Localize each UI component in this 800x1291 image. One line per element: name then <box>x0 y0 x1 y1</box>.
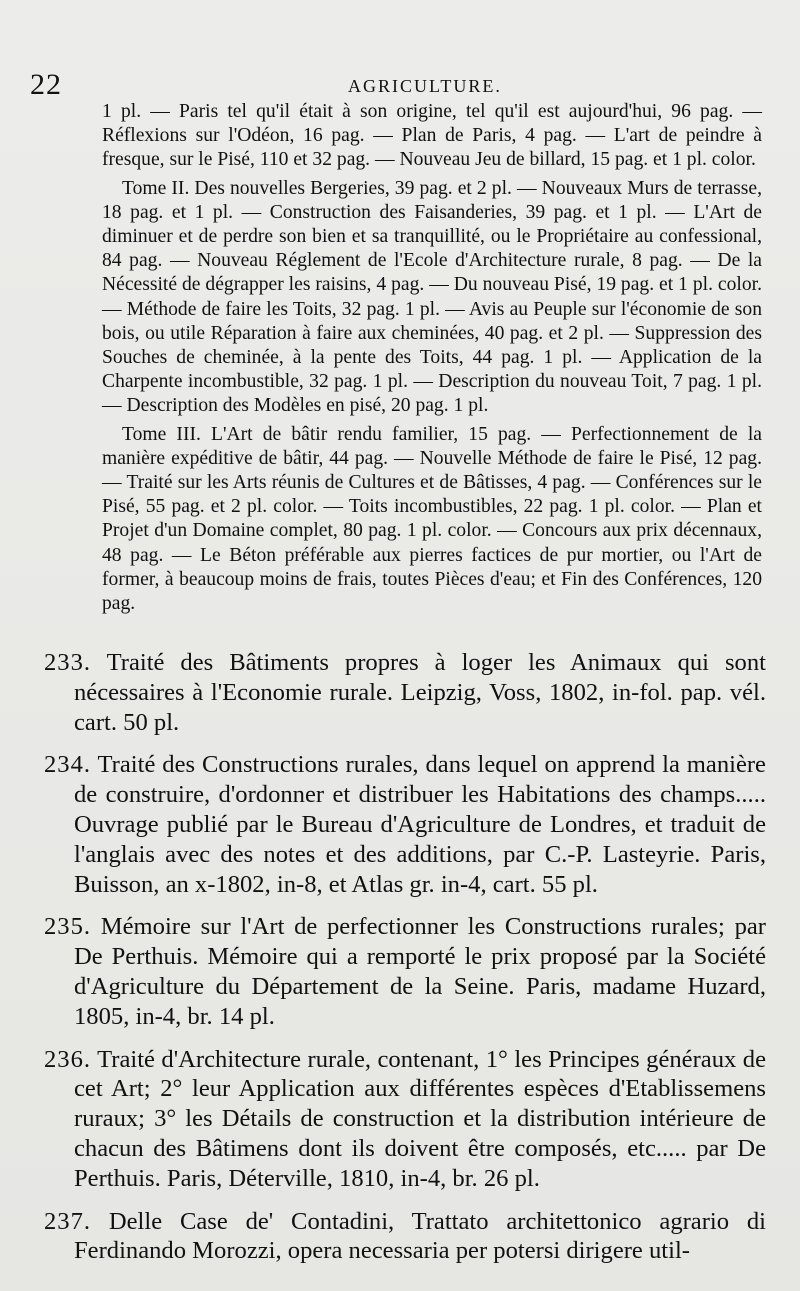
entry-text: Traité des Constructions rurales, dans lequel on apprend la manière de construire, d'ordonner et distribuer les Habitations des champs..... Ouvrage publié par le Bureau d'Agriculture de Londres, et traduit de l'anglais avec des notes et des additions, par C.-P. Lasteyrie. Paris, Buisson, an x-1802, in-8, et Atlas gr. in-4, cart. 55 pl. <box>74 751 766 898</box>
entry-text: Delle Case de' Contadini, Trattato architettonico agrario di Ferdinando Morozzi, opera necessaria per potersi dirigere util- <box>74 1207 766 1265</box>
entry-number: 233. <box>44 649 92 676</box>
catalog-entry <box>44 1045 766 1194</box>
catalog-entry <box>44 750 766 899</box>
continuation-paragraph: 1 pl. — Paris tel qu'il était à son origine, tel qu'il est aujourd'hui, 96 pag. — Réflexions sur l'Odéon, 16 pag. — Plan de Paris, 4 pag. — L'art de peindre à fresque, sur le Pisé, 110 et 32 pag. — Nouveau Jeu de billard, 15 pag. et 1 pl. color. <box>102 101 762 171</box>
tome-ii-paragraph: Tome II. Des nouvelles Bergeries, 39 pag. et 2 pl. — Nouveaux Murs de terrasse, 18 pag. et 1 pl. — Construction des Faisanderies, 39 pag. et 1 pl. — L'Art de diminuer et de perdre son bien et sa tranquillité, ou le Propriétaire au confessional, 84 pag. — Nouveau Réglement de l'Ecole d'Architecture rurale, 8 pag. — De la Nécessité de dégrapper les raisins, 4 pag. — Du nouveau Pisé, 19 pag. et 1 pl. color. — Méthode de faire les Toits, 32 pag. 1 pl. — Avis au Peuple sur l'économie de son bois, ou utile Réparation à faire aux cheminées, 40 pag. et 2 pl. — Suppression des Souches de cheminée, à la pente des Toits, 44 pag. 1 pl. — Application de la Charpente incombustible, 32 pag. 1 pl. — Description du nouveau Toit, 7 pag. 1 pl. — Description des Modèles en pisé, 20 pag. 1 pl. <box>102 177 762 417</box>
running-title: AGRICULTURE. <box>348 76 502 96</box>
catalog-entries <box>44 648 766 1266</box>
entry-number: 234. <box>44 751 92 779</box>
catalog-entry <box>44 648 766 737</box>
page-header <box>30 68 760 104</box>
page-number: 22 <box>30 68 62 101</box>
tome-iii-paragraph: Tome III. L'Art de bâtir rendu familier, 15 pag. — Perfectionnement de la manière expéditive de bâtir, 44 pag. — Nouvelle Méthode de faire le Pisé, 12 pag. — Traité sur les Arts réunis de Cultures et de Bâtisses, 4 pag. — Conférences sur le Pisé, 55 pag. et 2 pl. color. — Toits incombustibles, 22 pag. 1 pl. color. — Plan et Projet d'un Domaine complet, 80 pag. 1 pl. color. — Concours aux prix décennaux, 48 pag. — Le Béton préférable aux pierres factices de pur mortier, ou l'Art de former, à beaucoup moins de frais, toutes Pièces d'eau; et Fin des Conférences, 120 pag. <box>102 423 762 615</box>
entry-number: 237. <box>44 1207 92 1235</box>
continuation-block <box>102 100 762 616</box>
entry-number: 235. <box>44 913 92 941</box>
entry-text: Traité d'Architecture rurale, contenant, 1° les Principes généraux de cet Art; 2° leur Application aux différentes espèces d'Etablissemens ruraux; 3° les Détails de construction et la distribution intérieure de chacun des Bâtimens dont ils doivent être composés, etc..... par De Perthuis. Paris, Déterville, 1810, in-4, br. 26 pl. <box>74 1045 766 1192</box>
entry-number: 236. <box>44 1045 92 1073</box>
entry-text: Traité des Bâtiments propres à loger les Animaux qui sont nécessaires à l'Economie rurale. Leipzig, Voss, 1802, in-fol. pap. vél. cart. 50 pl. <box>74 649 766 736</box>
catalog-entry <box>44 912 766 1031</box>
catalog-entry <box>44 1207 766 1267</box>
entry-text: Mémoire sur l'Art de perfectionner les Constructions rurales; par De Perthuis. Mémoire qui a remporté le prix proposé par la Société d'Agriculture du Département de la Seine. Paris, madame Huzard, 1805, in-4, br. 14 pl. <box>74 913 766 1030</box>
